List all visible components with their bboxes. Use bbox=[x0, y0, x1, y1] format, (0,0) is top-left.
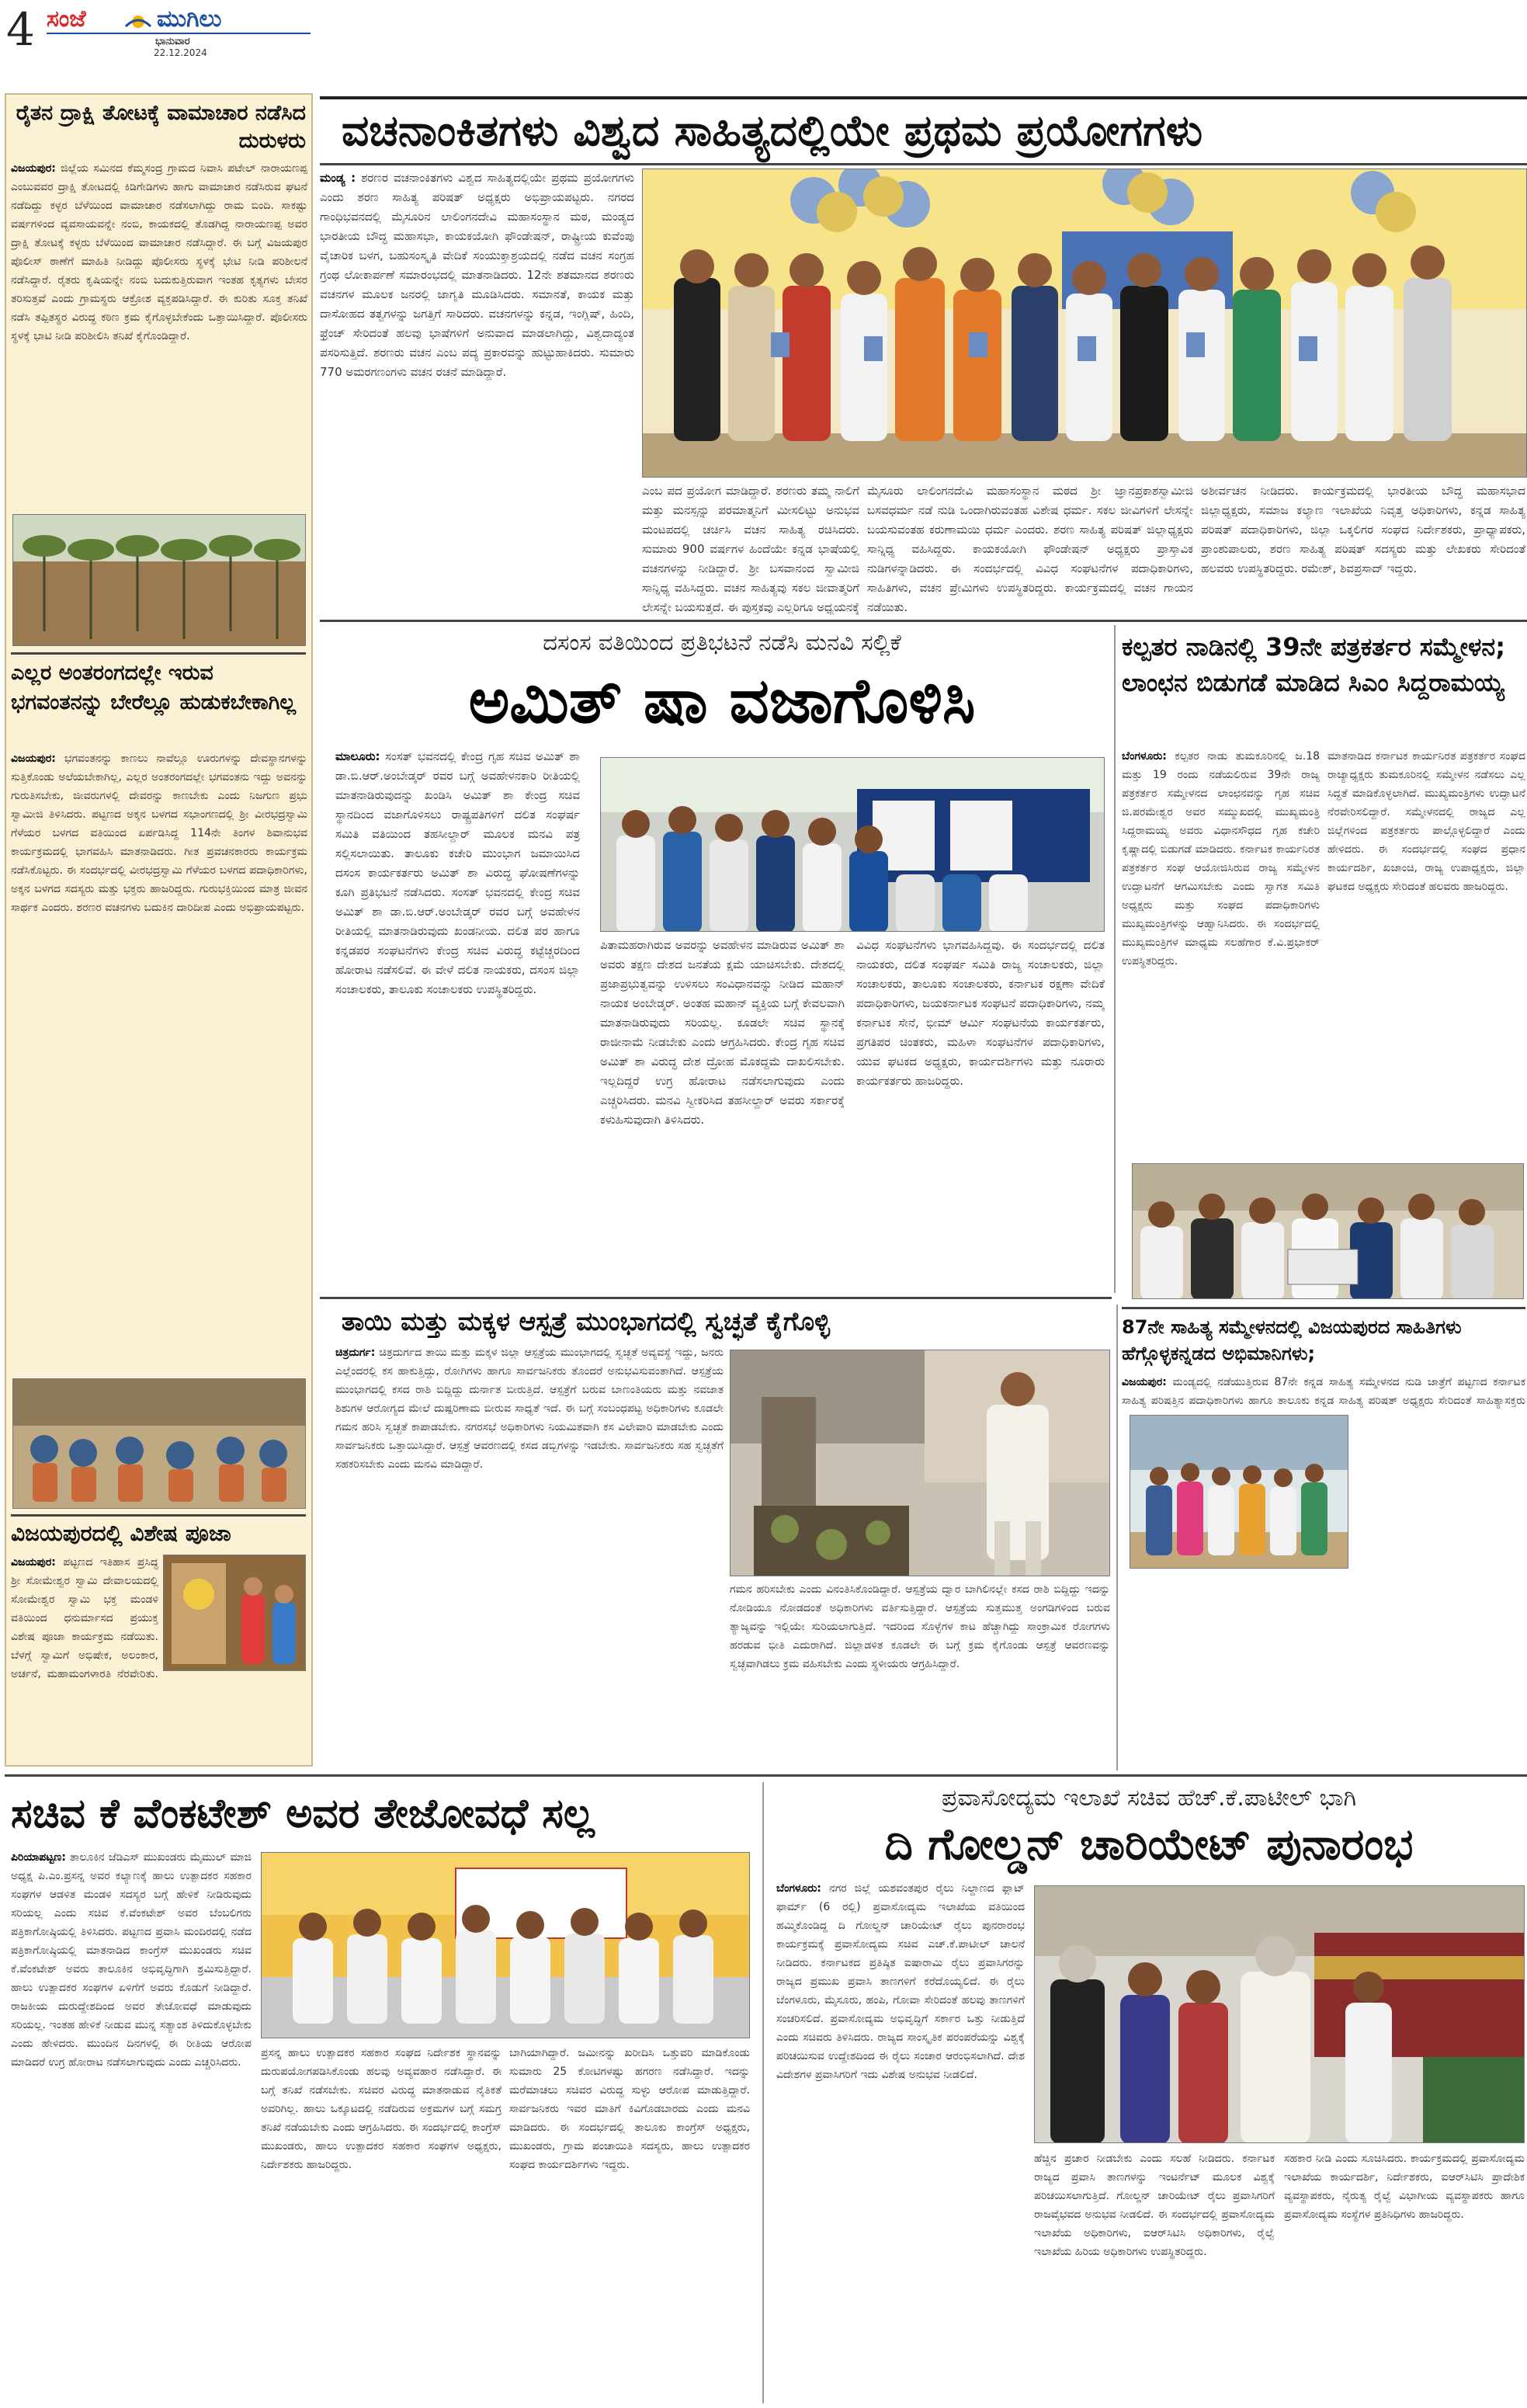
thayi-col2: ಗಮನ ಹರಿಸಬೇಕು ಎಂದು ವಿನಂತಿಸಿಕೊಂಡಿದ್ದಾರೆ. ಆಸ್ಪತ್ರೆಯ ದ್ವಾರ ಬಾಗಿಲಿನಲ್ಲೇ ಕಸದ ರಾಶಿ ಬಿದ್ದಿದ್ದು ಇದನ್ನು ನೋಡಿಯೂ ನೋಡದಂತೆ ಅಧಿಕಾರಿಗಳು ವರ್ತಿಸುತ್ತಿದ್ದಾರೆ. ಆಸ್ಪತ್ರೆಯ ಸುತ್ತಮುತ್ತ ಅಂಗಡಿಗಳಿಂದ ಬರುವ ತ್ಯಾಜ್ಯವನ್ನು ಇಲ್ಲಿಯೇ ಸುರಿಯಲಾಗುತ್ತಿದೆ. ಇದರಿಂದ ಸೊಳ್ಳೆಗಳ ಕಾಟ ಹೆಚ್ಚಾಗಿದ್ದು ಸಾಂಕ್ರಾಮಿಕ ರೋಗಗಳು ಹರಡುವ ಭೀತಿ ಎದುರಾಗಿದೆ. ಜಿಲ್ಲಾಡಳಿತ ಕೂಡಲೇ ಈ ಬಗ್ಗೆ ಕ್ರಮ ಕೈಗೊಂಡು ಆಸ್ಪತ್ರೆ ಆವರಣವನ್ನು ಸ್ವಚ್ಛವಾಗಿಡಲು ಕ್ರಮ ವಹಿಸಬೇಕು ಎಂದು ಸ್ಥಳೀಯರು ಆಗ್ರಹಿಸಿದ್ದಾರೆ. bbox=[730, 1583, 1110, 1670]
amit-headline: ಅಮಿತ್ ಷಾ ವಜಾಗೊಳಿಸಿ bbox=[468, 665, 976, 737]
lead-headline-rule bbox=[320, 163, 1527, 165]
column-separator bbox=[1114, 625, 1116, 1293]
thayi-dateline: ಚಿತ್ರದುರ್ಗ: bbox=[335, 1346, 376, 1359]
lead-col2: ಎಂಬ ಪದ ಪ್ರಯೋಗ ಮಾಡಿದ್ದಾರೆ. ಶರಣರು ತಮ್ಮ ನಾಲಿಗೆ ಮತ್ತು ಮನಸ್ಸನ್ನು ಪರಮಾತ್ಮನಿಗೆ ಮೀಸಲಿಟ್ಟು ಅನುಭವ ಮಂಟಪದಲ್ಲಿ ಚರ್ಚಿಸಿ ವಚನ ಸಾಹಿತ್ಯ ರಚಿಸಿದರು. ಸುಮಾರು 900 ವರ್ಷಗಳ ಹಿಂದೆಯೇ ಕನ್ನಡ ಭಾಷೆಯಲ್ಲಿ ವಚನಗಳನ್ನು ನೀಡಿದ್ದಾರೆ. ಶ್ರೀ ಬಸವಾನಂದ ಸ್ವಾಮೀಜಿ ಸಾನ್ನಿಧ್ಯ ವಹಿಸಿದ್ದರು. ವಚನ ಸಾಹಿತ್ಯವು ಸಕಲ ಜೀವಾತ್ಮರಿಗೆ ಲೇಸನ್ನೇ ಬಯಸುತ್ತದೆ. ಈ ಪುಸ್ತಕವು ಎಲ್ಲರಿಗೂ ಅಧ್ಯಯನಕ್ಕೆ bbox=[642, 484, 859, 614]
venkatesh-col1-text: ತಾಲೂಕಿನ ಜೆಡಿಎಸ್ ಮುಖಂಡರು ಮೈಮುಲ್ ಮಾಜಿ ಅಧ್ಯಕ್ಷ ಪಿ.ಎಂ.ಪ್ರಸನ್ನ ಅವರ ಕಲ್ಯಾಣಕ್ಕೆ ಹಾಲು ಉತ್ಪಾದಕರ ಸಹಕಾರ ಸಂಘಗಳ ಆಡಳಿತ ಮಂಡಳಿ ಸದಸ್ಯರ ಬಗ್ಗೆ ಹೇಳಿಕೆ ನೀಡಿರುವುದು ಸರಿಯಲ್ಲ ಎಂದು ಸಚಿವ ಕೆ.ವೆಂಕಟೇಶ್ ಅವರ ಬೆಂಬಲಿಗರು ಪತ್ರಿಕಾಗೋಷ್ಠಿಯಲ್ಲಿ ತಿಳಿಸಿದರು. ಪಟ್ಟಣದ ಪ್ರವಾಸಿ ಮಂದಿರದಲ್ಲಿ ನಡೆದ ಪತ್ರಿಕಾಗೋಷ್ಠಿಯಲ್ಲಿ ಮಾತನಾಡಿದ ಕಾಂಗ್ರೆಸ್ ಮುಖಂಡರು ಸಚಿವ ಕೆ.ವೆಂಕಟೇಶ್ ಅವರು ತಾಲೂಕಿನ ಅಭಿವೃದ್ಧಿಗಾಗಿ ಶ್ರಮಿಸುತ್ತಿದ್ದಾರೆ. ಹಾಲು ಉತ್ಪಾದಕರ ಸಂಘಗಳ ಏಳಿಗೆಗೆ ಅವರು ಕೊಡುಗೆ ನೀಡಿದ್ದಾರೆ. ರಾಜಕೀಯ ದುರುದ್ದೇಶದಿಂದ ಅವರ ತೇಜೋವಧೆ ಮಾಡುವುದು ಸರಿಯಲ್ಲ. ಇಂತಹ ಹೇಳಿಕೆ ನೀಡುವ ಮುನ್ನ ಸತ್ಯಾಂಶ ತಿಳಿದುಕೊಳ್ಳಬೇಕು ಎಂದು ಹೇಳಿದರು. ಮುಂದಿನ ದಿನಗಳಲ್ಲಿ ಈ ರೀತಿಯ ಆರೋಪ ಮಾಡಿದರೆ ಉಗ್ರ ಹೋರಾಟ ನಡೆಸಲಾಗುವುದು ಎಂದು ಎಚ್ಚರಿಸಿದರು. bbox=[11, 1851, 252, 2069]
kaluttara-col1-text: ಕಲ್ಪತರ ನಾಡು ತುಮಕೂರಿನಲ್ಲಿ ಜ.18 ಮತ್ತು 19 ರಂದು ನಡೆಯಲಿರುವ 39ನೇ ರಾಜ್ಯ ಪತ್ರಕರ್ತರ ಸಮ್ಮೇಳನದ ಲಾಂಛನವನ್ನು ಗೃಹ ಸಚಿವ ಜಿ.ಪರಮೇಶ್ವರ ಅವರ ಸಮ್ಮುಖದಲ್ಲಿ ಮುಖ್ಯಮಂತ್ರಿ ಸಿದ್ದರಾಮಯ್ಯ ಅವರು ವಿಧಾನಸೌಧದ ಗೃಹ ಕಚೇರಿ ಕೃಷ್ಣಾದಲ್ಲಿ ಬಿಡುಗಡೆ ಮಾಡಿದರು. ಕರ್ನಾಟಕ ಕಾರ್ಯನಿರತ ಪತ್ರಕರ್ತರ ಸಂಘ ಆಯೋಜಿಸಿರುವ ರಾಜ್ಯ ಸಮ್ಮೇಳನ ಉದ್ಘಾಟನೆಗೆ ಆಗಮಿಸಬೇಕು ಎಂದು ಸ್ವಾಗತ ಸಮಿತಿ ಅಧ್ಯಕ್ಷರು ಮತ್ತು ಸಂಘದ ಪದಾಧಿಕಾರಿಗಳು ಮುಖ್ಯಮಂತ್ರಿಗಳನ್ನು ಆಹ್ವಾನಿಸಿದರು. ಈ ಸಂದರ್ಭದಲ್ಲಿ ಮುಖ್ಯಮಂತ್ರಿಗಳ ಮಾಧ್ಯಮ ಸಲಹೆಗಾರ ಕೆ.ವಿ.ಪ್ರಭಾಕರ್ ಉಪಸ್ಥಿತರಿದ್ದರು. bbox=[1122, 750, 1320, 968]
golden-dateline: ಬೆಂಗಳೂರು: bbox=[776, 1882, 821, 1895]
amit-col3: ವಿವಿಧ ಸಂಘಟನೆಗಳು ಭಾಗವಹಿಸಿದ್ದವು. ಈ ಸಂದರ್ಭದಲ್ಲಿ ದಲಿತ ನಾಯಕರು, ದಲಿತ ಸಂಘರ್ಷ ಸಮಿತಿ ರಾಜ್ಯ ಸಂಚಾಲಕರು, ಜಿಲ್ಲಾ ಸಂಚಾಲಕರು, ತಾಲೂಕು ಸಂಚಾಲಕರು, ಕರ್ನಾಟಕ ರಕ್ಷಣಾ ವೇದಿಕೆ ಪದಾಧಿಕಾರಿಗಳು, ಜಯಕರ್ನಾಟಕ ಸಂಘಟನೆ ಪದಾಧಿಕಾರಿಗಳು, ನಮ್ಮ ಕರ್ನಾಟಕ ಸೇನೆ, ಭೀಮ್ ಆರ್ಮಿ ಸಂಘಟನೆಯ ಕಾರ್ಯಕರ್ತರು, ಪ್ರಗತಿಪರ ಚಿಂತಕರು, ಮಹಿಳಾ ಸಂಘಟನೆಗಳ ಪದಾಧಿಕಾರಿಗಳು, ಯುವ ಘಟಕದ ಅಧ್ಯಕ್ಷರು, ಕಾರ್ಯದರ್ಶಿಗಳು ಮತ್ತು ನೂರಾರು ಕಾರ್ಯಕರ್ತರು ಹಾಜರಿದ್ದರು. bbox=[856, 938, 1105, 1088]
golden-col3: ಸಹಕಾರ ನೀಡಿ ಎಂದು ಸೂಚಿಸಿದರು. ಕಾರ್ಯಕ್ರಮದಲ್ಲಿ ಪ್ರವಾಸೋದ್ಯಮ ಇಲಾಖೆಯ ಕಾರ್ಯದರ್ಶಿ, ನಿರ್ದೇಶಕರು, ಐಆರ್‌ಸಿಟಿಸಿ ಪ್ರಾದೇಶಿಕ ವ್ಯವಸ್ಥಾಪಕರು, ನೈರುತ್ಯ ರೈಲ್ವೆ ವಿಭಾಗೀಯ ವ್ಯವಸ್ಥಾಪಕರು ಹಾಗೂ ಪ್ರವಾಸೋದ್ಯಮ ಸಂಸ್ಥೆಗಳ ಪ್ರತಿನಿಧಿಗಳು ಹಾಜರಿದ್ದರು. bbox=[1284, 2153, 1525, 2221]
sahitya-headline: 87ನೇ ಸಾಹಿತ್ಯ ಸಮ್ಮೇಳನದಲ್ಲಿ ವಿಜಯಪುರದ ಸಾಹಿತಿಗಳು ಹೆಗ್ಗೊಳ್ಳಕನ್ನಡದ ಅಭಿಮಾನಿಗಳು; bbox=[1122, 1316, 1462, 1364]
page-number: 4 bbox=[6, 3, 35, 56]
sidebar-story3-headline: ವಿಜಯಪುರದಲ್ಲಿ ವಿಶೇಷ ಪೂಜಾ bbox=[11, 1520, 231, 1546]
amit-col1 bbox=[335, 747, 580, 1291]
brand-logo bbox=[47, 6, 311, 34]
thayi-col1 bbox=[335, 1343, 724, 1767]
section-rule bbox=[1122, 1307, 1525, 1309]
masthead bbox=[6, 3, 311, 58]
thayi-headline: ತಾಯಿ ಮತ್ತು ಮಕ್ಕಳ ಆಸ್ಪತ್ರೆ ಮುಂಭಾಗದಲ್ಲಿ ಸ್ವಚ್ಛತೆ ಕೈಗೊಳ್ಳಿ bbox=[342, 1306, 831, 1336]
sidebar-story2-text: ಭಗವಂತನನ್ನು ಕಾಣಲು ನಾವೆಲ್ಲೂ ಊರುಗಳನ್ನು ದೇವಸ್ಥಾನಗಳನ್ನು ಸುತ್ತಿಕೊಂಡು ಅಲೆಯಬೇಕಾಗಿಲ್ಲ, ಎಲ್ಲರ ಅಂತರಂಗದಲ್ಲೇ ಭಗವಂತನು ಇದ್ದು ಅವನನ್ನು ಗುರುತಿಸಬೇಕು, ಜೀವರುಗಳಲ್ಲಿ ದೇವರನ್ನು ಕಾಣಬೇಕು ಎಂದು ನಿಜಗುಣ ಪ್ರಭು ಸ್ವಾಮೀಜಿ ತಿಳಿಸಿದರು. ಪಟ್ಟಣದ ಅಕ್ಕನ ಬಳಗದ ಸಭಾಂಗಣದಲ್ಲಿ ಶ್ರೀ ವೀರಭದ್ರಸ್ವಾಮಿ ಗೆಳೆಯರ ಬಳಗದ ವತಿಯಿಂದ ಏರ್ಪಡಿಸಿದ್ದ 114ನೇ ತಿಂಗಳ ಶಿವಾನುಭವ ಕಾರ್ಯಕ್ರಮದಲ್ಲಿ ಭಾಗವಹಿಸಿ ಮಾತನಾಡಿದರು. ಗೀತ ಪ್ರವಚನಕಾರರು ಕಾರ್ಯಕ್ರಮ ನಡೆಸಿಕೊಟ್ಟರು. ಈ ಸಂದರ್ಭದಲ್ಲಿ ವೀರಭದ್ರಸ್ವಾಮಿ ಗೆಳೆಯರ ಬಳಗದ ಪದಾಧಿಕಾರಿಗಳು, ಅಕ್ಕನ ಬಳಗದ ಸದಸ್ಯರು ಮತ್ತು ಭಕ್ತರು ಹಾಜರಿದ್ದರು. ಗುರುಭಕ್ತಿಯಿಂದ ಮಾತ್ರ ಜೀವನ ಸಾರ್ಥಕ ಎಂದರು. ಶರಣರ ವಚನಗಳು ಬದುಕಿನ ದಾರಿದೀಪ ಎಂದು ಅಭಿಪ್ರಾಯಪಟ್ಟರು. bbox=[11, 752, 307, 914]
hospital-photo bbox=[730, 1350, 1110, 1576]
vineyard-photo bbox=[12, 514, 306, 646]
sidebar-divider bbox=[11, 652, 306, 655]
amit-kicker: ದಸಂಸ ವತಿಯಿಂದ ಪ್ರತಿಭಟನೆ ನಡೆಸಿ ಮನವಿ ಸಲ್ಲಿಕೆ bbox=[543, 629, 901, 655]
puja-photo bbox=[163, 1555, 306, 1671]
bottom-section-rule bbox=[5, 1774, 1527, 1777]
amit-col1-text: ಸಂಸತ್ ಭವನದಲ್ಲಿ ಕೇಂದ್ರ ಗೃಹ ಸಚಿವ ಅಮಿತ್ ಶಾ ಡಾ.ಬಿ.ಆರ್.ಅಂಬೇಡ್ಕರ್ ರವರ ಬಗ್ಗೆ ಅವಹೇಳನಕಾರಿ ರೀತಿಯಲ್ಲಿ ಮಾತನಾಡಿರುವುದನ್ನು ಖಂಡಿಸಿ ಅಮಿತ್ ಶಾ ಕೇಂದ್ರ ಸಚಿವ ಸ್ಥಾನದಿಂದ ವಜಾಗೊಳಿಸಲು ರಾಷ್ಟ್ರಪತಿಗಳಿಗೆ ದಲಿತ ಸಂಘರ್ಷ ಸಮಿತಿ ವತಿಯಿಂದ ತಹಸೀಲ್ದಾರ್ ಮೂಲಕ ಮನವಿ ಪತ್ರ ಸಲ್ಲಿಸಲಾಯಿತು. ತಾಲೂಕು ಕಚೇರಿ ಮುಂಭಾಗ ಜಮಾಯಿಸಿದ ದಸಂಸ ಕಾರ್ಯಕರ್ತರು ಅಮಿತ್ ಶಾ ವಿರುದ್ಧ ಘೋಷಣೆಗಳನ್ನು ಕೂಗಿ ಪ್ರತಿಭಟನೆ ನಡೆಸಿದರು. ಸಂಸತ್ ಭವನದಲ್ಲಿ ಕೇಂದ್ರ ಸಚಿವ ಅಮಿತ್ ಶಾ ಡಾ.ಬಿ.ಆರ್.ಅಂಬೇಡ್ಕರ್ ರವರ ಬಗ್ಗೆ ಅವಹೇಳನ ರೀತಿಯಲ್ಲಿ ಮಾತನಾಡಿರುವುದು ಖಂಡನೀಯ. ದಲಿತ ಪರ ಹಾಗೂ ಕನ್ನಡಪರ ಸಂಘಟನೆಗಳು ಕೇಂದ್ರ ಸಚಿವ ವಿರುದ್ಧ ಕಟ್ಟೆಚ್ಚರದಿಂದ ಹೋರಾಟ ನಡೆಸಲಿವೆ. ಈ ವೇಳೆ ದಲಿತ ನಾಯಕರು, ದಸಂಸ ಜಿಲ್ಲಾ ಸಂಚಾಲಕರು, ತಾಲೂಕು ಸಂಚಾಲಕರು ಉಪಸ್ಥಿತರಿದ್ದರು. bbox=[335, 749, 580, 996]
cm-logo-release-photo bbox=[1132, 1163, 1524, 1299]
sidebar-divider bbox=[11, 1514, 306, 1517]
venkatesh-col1 bbox=[11, 1848, 252, 2403]
brand-name-part1: ಸಂಜೆ bbox=[47, 5, 86, 33]
venkatesh-col3: ಬಾಗಿಯಾಗಿದ್ದಾರೆ. ಜಮೀನನ್ನು ಖರೀದಿಸಿ ಒತ್ತುವರಿ ಮಾಡಿಕೊಂಡು ಸುಮಾರು 25 ಕೋಟಿಗಳಷ್ಟು ಹಗರಣ ನಡೆಸಿದ್ದಾರೆ. ಇದನ್ನು ಮರೆಮಾಚಲು ಸಚಿವರ ವಿರುದ್ಧ ಸುಳ್ಳು ಆರೋಪ ಮಾಡುತ್ತಿದ್ದಾರೆ. ಸಾರ್ವಜನಿಕರು ಇವರ ಮಾತಿಗೆ ಕಿವಿಗೊಡಬಾರದು ಎಂದು ಮನವಿ ಮಾಡಿದರು. ಈ ಸಂದರ್ಭದಲ್ಲಿ ತಾಲೂಕು ಕಾಂಗ್ರೆಸ್ ಅಧ್ಯಕ್ಷರು, ಮುಖಂಡರು, ಗ್ರಾಮ ಪಂಚಾಯಿತಿ ಸದಸ್ಯರು, ಹಾಲು ಉತ್ಪಾದಕರ ಸಂಘದ ಕಾರ್ಯದರ್ಶಿಗಳು ಇದ್ದರು. bbox=[509, 2047, 750, 2171]
venkatesh-headline: ಸಚಿವ ಕೆ ವೆಂಕಟೇಶ್ ಅವರ ತೇಜೋವಧೆ ಸಲ್ಲ bbox=[11, 1791, 595, 1837]
sun-icon bbox=[124, 11, 152, 28]
lead-col4: ಅಶೀರ್ವಚನ ನೀಡಿದರು. ಕಾರ್ಯಕ್ರಮದಲ್ಲಿ ಭಾರತೀಯ ಬೌದ್ಧ ಮಹಾಸಭಾದ ಜಿಲ್ಲಾಧ್ಯಕ್ಷರು, ಸಮಾಜ ಕಲ್ಯಾಣ ಇಲಾಖೆಯ ನಿವೃತ್ತ ಅಧಿಕಾರಿಗಳು, ಕನ್ನಡ ಸಾಹಿತ್ಯ ಪರಿಷತ್ ಪದಾಧಿಕಾರಿಗಳು, ಜಿಲ್ಲಾ ಒಕ್ಕಲಿಗರ ಸಂಘದ ನಿರ್ದೇಶಕರು, ಪ್ರಾಧ್ಯಾಪಕರು, ಪ್ರಾಂಶುಪಾಲರು, ಶರಣ ಸಾಹಿತ್ಯ ಪರಿಷತ್ ಸದಸ್ಯರು ಮತ್ತು ಲೇಖಕರು ಸೇರಿದಂತೆ ಹಲವರು ಉಪಸ್ಥಿತರಿದ್ದರು. ರಮೇಶ್, ಶಿವಪ್ರಸಾದ್ ಇದ್ದರು. bbox=[1201, 484, 1525, 575]
sidebar-story3-dateline: ವಿಜಯಪುರ: bbox=[11, 1556, 56, 1569]
venkatesh-dateline: ಪಿರಿಯಾಪಟ್ಟಣ: bbox=[11, 1851, 66, 1864]
lead-col3: ಮೈಸೂರು ಲಾಲಿಂಗನದೇವಿ ಮಹಾಸಂಸ್ಥಾನ ಮಠದ ಶ್ರೀ ಜ್ಞಾನಪ್ರಕಾಶಸ್ವಾಮೀಜಿ ಬಸವಧರ್ಮ ನಡೆ ನುಡಿ ಒಂದಾಗಿರುವಂತಹ ವಿಶೇಷ ಧರ್ಮ. ಸಕಲ ಜೀವಿಗಳಿಗೆ ಲೇಸನ್ನೇ ಬಯಸುವಂತಹ ಕರುಣಾಮಯಿ ಧರ್ಮ ಎಂದರು. ಶರಣ ಸಾಹಿತ್ಯ ಪರಿಷತ್ ಜಿಲ್ಲಾಧ್ಯಕ್ಷರು ಸಾನ್ನಿಧ್ಯ ವಹಿಸಿದ್ದರು. ಕಾಯಕಯೋಗಿ ಫೌಂಡೇಷನ್ ಅಧ್ಯಕ್ಷರು ಪ್ರಾಸ್ತಾವಿಕ ನುಡಿಗಳನ್ನಾಡಿದರು. ಈ ಸಂದರ್ಭದಲ್ಲಿ ವಿವಿಧ ಸಂಘಟನೆಗಳ ಪದಾಧಿಕಾರಿಗಳು, ಸಾಹಿತಿಗಳು, ವಚನ ಪ್ರೇಮಿಗಳು ಉಪಸ್ಥಿತರಿದ್ದರು. ಕಾರ್ಯಕ್ರಮದಲ್ಲಿ ವಚನ ಗಾಯನ ನಡೆಯಿತು. bbox=[867, 484, 1193, 614]
lead-dateline: ಮಂಡ್ಯ : bbox=[320, 171, 356, 185]
column-separator bbox=[762, 1782, 764, 2403]
sidebar-story2-body bbox=[11, 749, 307, 1374]
sidebar-story1-headline: ರೈತನ ದ್ರಾಕ್ಷಿ ತೋಟಕ್ಕೆ ವಾಮಾಚಾರ ನಡೆಸಿದ ದುರುಳರು bbox=[16, 101, 306, 153]
brand-name-part2: ಮುಗಿಲು bbox=[157, 5, 222, 33]
venkatesh-col2: ಪ್ರಸನ್ನ ಹಾಲು ಉತ್ಪಾದಕರ ಸಹಕಾರ ಸಂಘದ ನಿರ್ದೇಶಕ ಸ್ಥಾನವನ್ನು ದುರುಪಯೋಗಪಡಿಸಿಕೊಂಡು ಹಲವು ಅವ್ಯವಹಾರ ನಡೆಸಿದ್ದಾರೆ. ಈ ಬಗ್ಗೆ ತನಿಖೆ ನಡೆಸಬೇಕು. ಸಚಿವರ ವಿರುದ್ಧ ಮಾತನಾಡುವ ನೈತಿಕತೆ ಅವರಿಗಿಲ್ಲ. ಹಾಲು ಒಕ್ಕೂಟದಲ್ಲಿ ನಡೆದಿರುವ ಅಕ್ರಮಗಳ ಬಗ್ಗೆ ಸಮಗ್ರ ತನಿಖೆ ನಡೆಯಬೇಕು ಎಂದು ಆಗ್ರಹಿಸಿದರು. ಈ ಸಂದರ್ಭದಲ್ಲಿ ಕಾಂಗ್ರೆಸ್ ಮುಖಂಡರು, ಹಾಲು ಉತ್ಪಾದಕರ ಸಹಕಾರ ಸಂಘಗಳ ಅಧ್ಯಕ್ಷರು, ನಿರ್ದೇಶಕರು ಹಾಜರಿದ್ದರು. bbox=[261, 2047, 501, 2171]
sidebar-story1-dateline: ವಿಜಯಪುರ: bbox=[11, 162, 56, 175]
gathering-photo bbox=[12, 1378, 306, 1509]
sahitya-intro bbox=[1122, 1373, 1525, 1410]
amit-col2: ಪಿತಾಮಹರಾಗಿರುವ ಅವರನ್ನು ಅವಹೇಳನ ಮಾಡಿರುವ ಅಮಿತ್ ಶಾ ಅವರು ತಕ್ಷಣ ದೇಶದ ಜನತೆಯ ಕ್ಷಮೆ ಯಾಚಿಸಬೇಕು. ದೇಶದಲ್ಲಿ ಪ್ರಜಾಪ್ರಭುತ್ವವನ್ನು ಉಳಿಸಲು ಸಂವಿಧಾನವನ್ನು ನೀಡಿದ ಮಹಾನ್ ನಾಯಕ ಅಂಬೇಡ್ಕರ್. ಅಂತಹ ಮಹಾನ್ ವ್ಯಕ್ತಿಯ ಬಗ್ಗೆ ಕೇವಲವಾಗಿ ಮಾತನಾಡಿರುವುದು ಸರಿಯಲ್ಲ. ಕೂಡಲೇ ಸಚಿವ ಸ್ಥಾನಕ್ಕೆ ರಾಜೀನಾಮೆ ನೀಡಬೇಕು ಎಂದು ಆಗ್ರಹಿಸಿದರು. ಕೇಂದ್ರ ಗೃಹ ಸಚಿವ ಅಮಿತ್ ಶಾ ವಿರುದ್ಧ ದೇಶ ದ್ರೋಹ ಮೊಕದ್ದಮೆ ದಾಖಲಿಸಬೇಕು. ಇಲ್ಲದಿದ್ದರೆ ಉಗ್ರ ಹೋರಾಟ ನಡೆಸಲಾಗುವುದು ಎಂದು ಎಚ್ಚರಿಸಿದರು. ಮನವಿ ಸ್ವೀಕರಿಸಿದ ತಹಸೀಲ್ದಾರ್ ಅವರು ಸರ್ಕಾರಕ್ಕೆ ಕಳುಹಿಸುವುದಾಗಿ ತಿಳಿಸಿದರು. bbox=[600, 938, 845, 1127]
kaluttara-col1 bbox=[1122, 747, 1320, 1159]
sidebar-story3-continued bbox=[11, 1677, 307, 1763]
kaluttara-dateline: ಬೆಂಗಳೂರು: bbox=[1122, 750, 1167, 763]
sidebar-story2-dateline: ವಿಜಯಪುರ: bbox=[11, 752, 56, 765]
sidebar-story3-text: ಪಟ್ಟಣದ ಇತಿಹಾಸ ಪ್ರಸಿದ್ಧ ಶ್ರೀ ಸೋಮೇಶ್ವರ ಸ್ವಾಮಿ ದೇವಾಲಯದಲ್ಲಿ ಸೋಮೇಶ್ವರ ಸ್ವಾಮಿ ಭಕ್ತ ಮಂಡಳಿ ವತಿಯಿಂದ ಧನುರ್ಮಾಸದ ಪ್ರಯುಕ್ತ ವಿಶೇಷ ಪೂಜಾ ಕಾರ್ಯಕ್ರಮ ನಡೆಯಿತು. ಬೆಳಗ್ಗೆ ಸ್ವಾಮಿಗೆ ಅಭಿಷೇಕ, ಅಲಂಕಾರ, ಅರ್ಚನೆ, ಮಹಾಮಂಗಳಾರತಿ ನೆರವೇರಿತು. bbox=[11, 1556, 158, 1680]
golden-headline: ದಿ ಗೋಲ್ಡನ್ ಚಾರಿಯೇಟ್ ಪುನಾರಂಭ bbox=[884, 1819, 1414, 1870]
lead-headline: ವಚನಾಂಕಿತಗಳು ವಿಶ್ವದ ಸಾಹಿತ್ಯದಲ್ಲಿಯೇ ಪ್ರಥಮ ಪ್ರಯೋಗಗಳು bbox=[342, 106, 1203, 155]
issue-date: 22.12.2024 bbox=[154, 47, 207, 58]
issue-weekday: ಭಾನುವಾರ bbox=[155, 36, 190, 47]
sahitya-dateline: ವಿಜಯಪುರ: bbox=[1122, 1376, 1167, 1388]
lead-col1 bbox=[320, 169, 634, 615]
golden-col2: ಹೆಚ್ಚಿನ ಪ್ರಚಾರ ನೀಡಬೇಕು ಎಂದು ಸಲಹೆ ನೀಡಿದರು. ಕರ್ನಾಟಕ ರಾಜ್ಯದ ಪ್ರವಾಸಿ ತಾಣಗಳನ್ನು ಇಂಟರ್ನೆಟ್ ಮೂಲಕ ವಿಶ್ವಕ್ಕೆ ಪರಿಚಯಿಸಲಾಗುತ್ತಿದೆ. ಗೋಲ್ಡನ್ ಚಾರಿಯೇಟ್ ರೈಲು ಪ್ರವಾಸಿಗರಿಗೆ ರಾಜವೈಭವದ ಅನುಭವ ನೀಡಲಿದೆ. ಈ ಸಂದರ್ಭದಲ್ಲಿ ಪ್ರವಾಸೋದ್ಯಮ ಇಲಾಖೆಯ ಅಧಿಕಾರಿಗಳು, ಐಆರ್‌ಸಿಟಿಸಿ ಅಧಿಕಾರಿಗಳು, ರೈಲ್ವೆ ಇಲಾಖೆಯ ಹಿರಿಯ ಅಧಿಕಾರಿಗಳು ಉಪಸ್ಥಿತರಿದ್ದರು. bbox=[1034, 2153, 1275, 2258]
lead-top-rule bbox=[320, 96, 1527, 99]
lead-col1-text: ಶರಣರ ವಚನಾಂಕಿತಗಳು ವಿಶ್ವದ ಸಾಹಿತ್ಯದಲ್ಲಿಯೇ ಪ್ರಥಮ ಪ್ರಯೋಗಗಳು ಎಂದು ಶರಣ ಸಾಹಿತ್ಯ ಪರಿಷತ್ ಅಧ್ಯಕ್ಷರು ಅಭಿಪ್ರಾಯಪಟ್ಟರು. ನಗರದ ಗಾಂಧಿಭವನದಲ್ಲಿ ಮೈಸೂರಿನ ಲಾಲಿಂಗನದೇವಿ ಮಹಾಸಂಸ್ಥಾನ ಮಠ, ಮಂಡ್ಯದ ಭಾರತೀಯ ಬೌದ್ಧ ಮಹಾಸಭಾ, ಕಾಯಕಯೋಗಿ ಫೌಂಡೇಷನ್, ರಾಷ್ಟ್ರೀಯ ಕುವೆಂಪು ವೈಚಾರಿಕ ಬಳಗ, ಬಹುಸಂಸ್ಕೃತಿ ವೇದಿಕೆ ಸಂಯುಕ್ತಾಶ್ರಯದಲ್ಲಿ ನಡೆದ ವಚನ ಸಂಗ್ರಹ ಗ್ರಂಥ ಲೋಕಾರ್ಪಣೆ ಸಮಾರಂಭದಲ್ಲಿ ಮಾತನಾಡಿದರು. 12ನೇ ಶತಮಾನದ ಶರಣರು ವಚನಗಳ ಮೂಲಕ ಜನರಲ್ಲಿ ಜಾಗೃತಿ ಮೂಡಿಸಿದರು. ಸಮಾನತೆ, ಕಾಯಕ ಮತ್ತು ದಾಸೋಹದ ತತ್ವಗಳನ್ನು ಜಗತ್ತಿಗೆ ಸಾರಿದರು. ವಚನಗಳನ್ನು ಕನ್ನಡ, ಇಂಗ್ಲಿಷ್, ಹಿಂದಿ, ಫ್ರೆಂಚ್ ಸೇರಿದಂತೆ ಹಲವು ಭಾಷೆಗಳಿಗೆ ಅನುವಾದ ಮಾಡಲಾಗಿದ್ದು, ವಿಶ್ವದಾದ್ಯಂತ ಪಸರಿಸುತ್ತಿದೆ. ಶರಣರು ವಚನ ಎಂಬ ಪದ್ಯ ಪ್ರಕಾರವನ್ನು ಹುಟ್ಟುಹಾಕಿದರು. ಸುಮಾರು 770 ಅಮರಗಣಂಗಳು ವಚನ ರಚನೆ ಮಾಡಿದ್ದಾರೆ. bbox=[320, 171, 634, 379]
kaluttara-headline: ಕಲ್ಪತರ ನಾಡಿನಲ್ಲಿ 39ನೇ ಪತ್ರಕರ್ತರ ಸಮ್ಮೇಳನ; ಲಾಂಛನ ಬಿಡುಗಡೆ ಮಾಡಿದ ಸಿಎಂ ಸಿದ್ದರಾಮಯ್ಯ bbox=[1122, 632, 1506, 697]
golden-chariot-photo bbox=[1034, 1885, 1525, 2143]
sahitya-photo bbox=[1130, 1415, 1348, 1569]
section-rule bbox=[320, 1297, 1112, 1299]
golden-col1 bbox=[776, 1879, 1025, 2403]
sidebar-story3-body bbox=[11, 1553, 158, 1685]
sahitya-bottom bbox=[1122, 1572, 1525, 1767]
sidebar-story1-text: ಜಿಲ್ಲೆಯ ಸವಿುನದ ಕೆಮ್ಮಸಂದ್ರ ಗ್ರಾಮದ ನಿವಾಸಿ ಪಟೇಲ್ ನಾರಾಯಣಪ್ಪ ಎಂಬುವವರ ದ್ರಾಕ್ಷಿ ತೋಟದಲ್ಲಿ ಕಿಡಿಗೇಡಿಗಳು ಹಾಗು ವಾಮಾಚಾರ ನಡೆಸಿರುವ ಘಟನೆ ನಡೆದಿದ್ದು ಕಳ್ಳರ ಬೆಳೆಯಿಂದ ವಾಮಾಚಾರ ನಡೆಸಲಾಗಿದ್ದು ರಾಮ ಬಿಂದಿ. ಸಾಕಷ್ಟು ವರ್ಷಗಳಿಂದ ವ್ಯವಸಾಯವನ್ನೇ ನಂಬಿ, ಕಾಯಕದಲ್ಲಿ ತೊಡಗಿದ್ದ ನಾರಾಯಣಪ್ಪ ಅವರ ದ್ರಾಕ್ಷಿ ತೋಟಕ್ಕೆ ಕಳ್ಳರು ಬೆಳೆಯಿಂದ ವಾಮಾಚಾರ ನಡೆಸಿದ್ದಾರೆ. ಈ ಬಗ್ಗೆ ವಿಜಯಪುರ ಪೊಲೀಸ್ ಠಾಣೆಗೆ ಮಾಹಿತಿ ನೀಡಿದ್ದು ಪೊಲೀಸರು ಸ್ಥಳಕ್ಕೆ ಭೇಟಿ ನೀಡಿ ಪರಿಶೀಲನೆ ನಡೆಸಿದ್ದಾರೆ. ರೈತರು ಕೃಷಿಯನ್ನೇ ನಂಬಿ ಬದುಕುತ್ತಿರುವಾಗ ಇಂತಹ ಕೃತ್ಯಗಳು ಬೇಸರ ತರಿಸುತ್ತವೆ ಎಂದು ಗ್ರಾಮಸ್ಥರು ಆಕ್ರೋಶ ವ್ಯಕ್ತಪಡಿಸಿದ್ದಾರೆ. ಈ ಕುರಿತು ಸೂಕ್ತ ತನಿಖೆ ನಡೆಸಿ ತಪ್ಪಿತಸ್ಥರ ವಿರುದ್ಧ ಕಠಿಣ ಕ್ರಮ ಕೈಗೊಳ್ಳಬೇಕೆಂದು ಒತ್ತಾಯಿಸಿದ್ದಾರೆ. ಪೊಲೀಸರು ಸ್ಥಳಕ್ಕೆ ಭಾಟಿ ನೀಡಿ ಪರಿಶೀಲಿಸಿ ತನಿಖೆ ಕೈಗೊಂಡಿದ್ದಾರೆ. bbox=[11, 162, 307, 342]
protest-photo bbox=[600, 757, 1105, 932]
sidebar-story2-headline: ಎಲ್ಲರ ಅಂತರಂಗದಲ್ಲೇ ಇರುವ ಭಗವಂತನನ್ನು ಬೇರೆಲ್ಲೂ ಹುಡುಕಬೇಕಾಗಿಲ್ಲ bbox=[11, 661, 297, 714]
press-meet-photo bbox=[261, 1852, 750, 2038]
golden-kicker: ಪ್ರವಾಸೋದ್ಯಮ ಇಲಾಖೆ ಸಚಿವ ಹೆಚ್.ಕೆ.ಪಾಟೀಲ್ ಭಾಗಿ bbox=[941, 1784, 1357, 1812]
thayi-col1-text: ಚಿತ್ರದುರ್ಗದ ತಾಯಿ ಮತ್ತು ಮಕ್ಕಳ ಜಿಲ್ಲಾ ಆಸ್ಪತ್ರೆಯ ಮುಂಭಾಗದಲ್ಲಿ ಸ್ವಚ್ಛತೆ ಅವ್ಯವಸ್ಥೆ ಇದ್ದು, ಜನರು ಎಲ್ಲೆಂದರಲ್ಲಿ ಕಸ ಹಾಕುತ್ತಿದ್ದು, ರೋಗಿಗಳು ಹಾಗೂ ಸಾರ್ವಜನಿಕರು ತೊಂದರೆ ಅನುಭವಿಸುವಂತಾಗಿದೆ. ಆಸ್ಪತ್ರೆಯ ಮುಂಭಾಗದಲ್ಲಿ ಕಸದ ರಾಶಿ ಬಿದ್ದಿದ್ದು ದುರ್ನಾತ ಬೀರುತ್ತಿದೆ. ಆಸ್ಪತ್ರೆಗೆ ಬರುವ ಬಾಣಂತಿಯರು ಮತ್ತು ನವಜಾತ ಶಿಶುಗಳ ಆರೋಗ್ಯದ ಮೇಲೆ ದುಷ್ಪರಿಣಾಮ ಬೀರುವ ಸಾಧ್ಯತೆ ಇದೆ. ಈ ಬಗ್ಗೆ ಸಂಬಂಧಪಟ್ಟ ಅಧಿಕಾರಿಗಳು ಕೂಡಲೇ ಗಮನ ಹರಿಸಿ ಸ್ವಚ್ಛತೆ ಕಾಪಾಡಬೇಕು. ನಗರಸಭೆ ಅಧಿಕಾರಿಗಳು ನಿಯಮಿತವಾಗಿ ಕಸ ವಿಲೇವಾರಿ ಮಾಡಬೇಕು ಎಂದು ಸಾರ್ವಜನಿಕರು ಒತ್ತಾಯಿಸಿದ್ದಾರೆ. ಆಸ್ಪತ್ರೆ ಆವರಣದಲ್ಲಿ ಕಸದ ಡಬ್ಬಿಗಳನ್ನು ಇಡಬೇಕು. ಸಾರ್ವಜನಿಕರು ಸಹ ಸ್ವಚ್ಛತೆಗೆ ಸಹಕರಿಸಬೇಕು ಎಂದು ಮನವಿ ಮಾಡಿದ್ದಾರೆ. bbox=[335, 1346, 724, 1471]
kaluttara-col2: ಮಾತನಾಡಿದ ಕರ್ನಾಟಕ ಕಾರ್ಯನಿರತ ಪತ್ರಕರ್ತರ ಸಂಘದ ರಾಜ್ಯಾಧ್ಯಕ್ಷರು ತುಮಕೂರಿನಲ್ಲಿ ಸಮ್ಮೇಳನ ನಡೆಸಲು ಎಲ್ಲ ಸಿದ್ಧತೆ ಮಾಡಿಕೊಳ್ಳಲಾಗಿದೆ. ಮುಖ್ಯಮಂತ್ರಿಗಳು ಉದ್ಘಾಟನೆ ನೆರವೇರಿಸಲಿದ್ದಾರೆ. ಸಮ್ಮೇಳನದಲ್ಲಿ ರಾಜ್ಯದ ಎಲ್ಲ ಜಿಲ್ಲೆಗಳಿಂದ ಪತ್ರಕರ್ತರು ಪಾಲ್ಗೊಳ್ಳಲಿದ್ದಾರೆ ಎಂದು ಹೇಳಿದರು. ಈ ಸಂದರ್ಭದಲ್ಲಿ ಸಂಘದ ಪ್ರಧಾನ ಕಾರ್ಯದರ್ಶಿ, ಖಜಾಂಚಿ, ರಾಜ್ಯ ಉಪಾಧ್ಯಕ್ಷರು, ಜಿಲ್ಲಾ ಘಟಕದ ಅಧ್ಯಕ್ಷರು ಸೇರಿದಂತೆ ಹಲವರು ಹಾಜರಿದ್ದರು. bbox=[1327, 750, 1525, 893]
golden-col1-text: ನಗರ ಜಿಲ್ಲೆ ಯಶವಂತಪುರ ರೈಲು ನಿಲ್ದಾಣದ ಫ್ಲಾಟ್ ಫಾರ್ಮ್ (6 ರಲ್ಲಿ) ಪ್ರವಾಸೋದ್ಯಮ ಇಲಾಖೆಯ ವತಿಯಿಂದ ಹಮ್ಮಿಕೊಂಡಿದ್ದ ದಿ ಗೋಲ್ಡನ್ ಚಾರಿಯೇಟ್ ರೈಲು ಪುನರಾರಂಭ ಕಾರ್ಯಕ್ರಮಕ್ಕೆ ಪ್ರವಾಸೋದ್ಯಮ ಸಚಿವ ಎಚ್.ಕೆ.ಪಾಟೀಲ್ ಚಾಲನೆ ನೀಡಿದರು. ಕರ್ನಾಟಕದ ಪ್ರತಿಷ್ಠಿತ ಐಷಾರಾಮಿ ರೈಲು ಪ್ರವಾಸಿಗರನ್ನು ರಾಜ್ಯದ ಪ್ರಮುಖ ಪ್ರವಾಸಿ ತಾಣಗಳಿಗೆ ಕರೆದೊಯ್ಯಲಿದೆ. ಈ ರೈಲು ಬೆಂಗಳೂರು, ಮೈಸೂರು, ಹಂಪಿ, ಗೋವಾ ಸೇರಿದಂತೆ ಹಲವು ತಾಣಗಳಿಗೆ ಸಂಚರಿಸಲಿದೆ. ಪ್ರವಾಸೋದ್ಯಮ ಅಭಿವೃದ್ಧಿಗೆ ಸರ್ಕಾರ ಒತ್ತು ನೀಡುತ್ತಿದೆ ಎಂದು ಸಚಿವರು ತಿಳಿಸಿದರು. ರಾಜ್ಯದ ಸಾಂಸ್ಕೃತಿಕ ಪರಂಪರೆಯನ್ನು ವಿಶ್ವಕ್ಕೆ ಪರಿಚಯಿಸುವ ಉದ್ದೇಶದಿಂದ ಈ ರೈಲು ಸಂಚಾರ ಆರಂಭಿಸಲಾಗಿದೆ. ದೇಶ ವಿದೇಶಗಳ ಪ್ರವಾಸಿಗರಿಗೆ ಇದು ವಿಶೇಷ ಅನುಭವ ನೀಡಲಿದೆ. bbox=[776, 1882, 1025, 2081]
lead-photo bbox=[642, 169, 1527, 478]
column-separator bbox=[1116, 1305, 1118, 1770]
sahitya-col-right bbox=[1357, 1415, 1526, 1570]
sahitya-body: ಮಂಡ್ಯದಲ್ಲಿ ನಡೆಯುತ್ತಿರುವ 87ನೇ ಕನ್ನಡ ಸಾಹಿತ್ಯ ಸಮ್ಮೇಳನದ ನುಡಿ ಜಾತ್ರೆಗೆ ಪಟ್ಟಣದ ಕರ್ನಾಟಕ ಸಾಹಿತ್ಯ ಪರಿಷತ್ತಿನ ಪದಾಧಿಕಾರಿಗಳು ಹಾಗೂ ತಾಲೂಕು ಕನ್ನಡ ಸಾಹಿತ್ಯ ಪರಿಷತ್ ಅಧ್ಯಕ್ಷರು ಸೇರಿದಂತೆ ಸಾಹಿತ್ಯಾಸಕ್ತರು bbox=[1122, 1376, 1525, 1407]
section-rule bbox=[320, 620, 1527, 622]
amit-dateline: ಮಾಲೂರು: bbox=[335, 749, 380, 763]
